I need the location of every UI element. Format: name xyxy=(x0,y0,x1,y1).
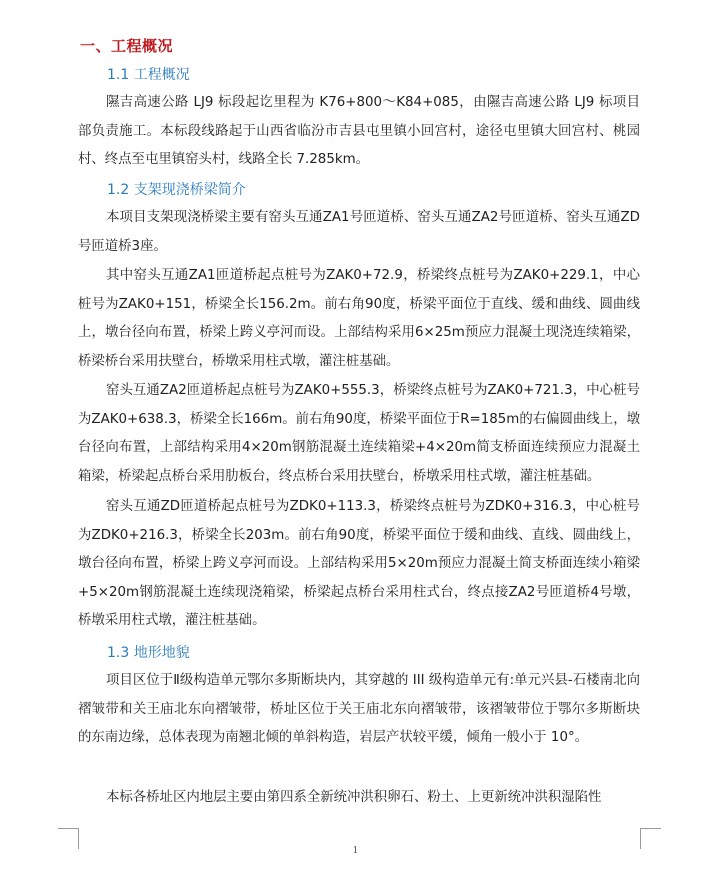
paragraph-1-2-intro: 本项目支架现浇桥梁主要有窑头互通ZA1号匝道桥、窑头互通ZA2号匝道桥、窑头互通ZD号匝道桥3座。 xyxy=(78,210,640,254)
paragraph-1-2-za2: 窑头互通ZA2匝道桥起点桩号为ZAK0+555.3，桥梁终点桩号为ZAK0+721.3，中心桩号为ZAK0+638.3，桥梁全长166m。前右角90度，桥梁平面位于R=185m的右偏圆曲线上，墩台径向布置，上部结构采用4×20m钢筋混凝土连续箱梁+4×20m简支桥面连续预应力混凝土箱梁，桥梁起点桥台采用肋板台，终点桥台采用扶壁台，桥墩采用柱式墩，灌注桩基础。 xyxy=(78,383,640,484)
section-title-1-1: 1.1 工程概况 xyxy=(107,67,190,83)
page-number: 1 xyxy=(352,846,359,856)
heading-engineering-overview: 一、工程概况 xyxy=(80,37,174,55)
section-title-1-2: 1.2 支架现浇桥梁简介 xyxy=(107,182,246,198)
paragraph-1-3-strata: 本标各桥址区内地层主要由第四系全新统冲洪积卵石、粉土、上更新统冲洪积湿陷性 xyxy=(106,790,602,805)
section-title-1-3: 1.3 地形地貌 xyxy=(107,645,190,661)
paragraph-1-2-zd: 窑头互通ZD匝道桥起点桩号为ZDK0+113.3，桥梁终点桩号为ZDK0+316.3，中心桩号为ZDK0+216.3，桥梁全长203m。前右角90度，桥梁平面位于缓和曲线、直线、圆曲线上，墩台径向布置，桥梁上跨义亭河而设。上部结构采用5×20m预应力混凝土简支桥面连续小箱梁+5×20m钢筋混凝土连续现浇箱梁，桥梁起点桥台采用柱式台，终点接ZA2号匝道桥4号墩，桥墩采用柱式墩，灌注桩基础。 xyxy=(78,499,640,629)
paragraph-1-1: 隰吉高速公路 LJ9 标段起讫里程为 K76+800～K84+085，由隰吉高速公路 LJ9 标项目部负责施工。本标段线路起于山西省临汾市吉县屯里镇小回宫村，途径屯里镇大回宫村、桃园村、终点至屯里镇窑头村，线路全长 7.285km。 xyxy=(78,95,640,168)
paragraph-1-2-za1: 其中窑头互通ZA1匝道桥起点桩号为ZAK0+72.9，桥梁终点桩号为ZAK0+229.1，中心桩号为ZAK0+151，桥梁全长156.2m。前右角90度，桥梁平面位于直线、缓和曲线、圆曲线上，墩台径向布置，桥梁上跨义亭河而设。上部结构采用6×25m预应力混凝土现浇连续箱梁，桥梁桥台采用扶壁台，桥墩采用柱式墩，灌注桩基础。 xyxy=(78,268,641,369)
paragraph-1-3-geology: 项目区位于Ⅱ级构造单元鄂尔多斯断块内，其穿越的 III 级构造单元有:单元兴县-石楼南北向褶皱带和关王庙北东向褶皱带，桥址区位于关王庙北东向褶皱带，该褶皱带位于鄂尔多斯断块的东南边缘，总体表现为南翘北倾的单斜构造，岩层产状较平缓，倾角一般小于 10°。 xyxy=(78,673,640,746)
